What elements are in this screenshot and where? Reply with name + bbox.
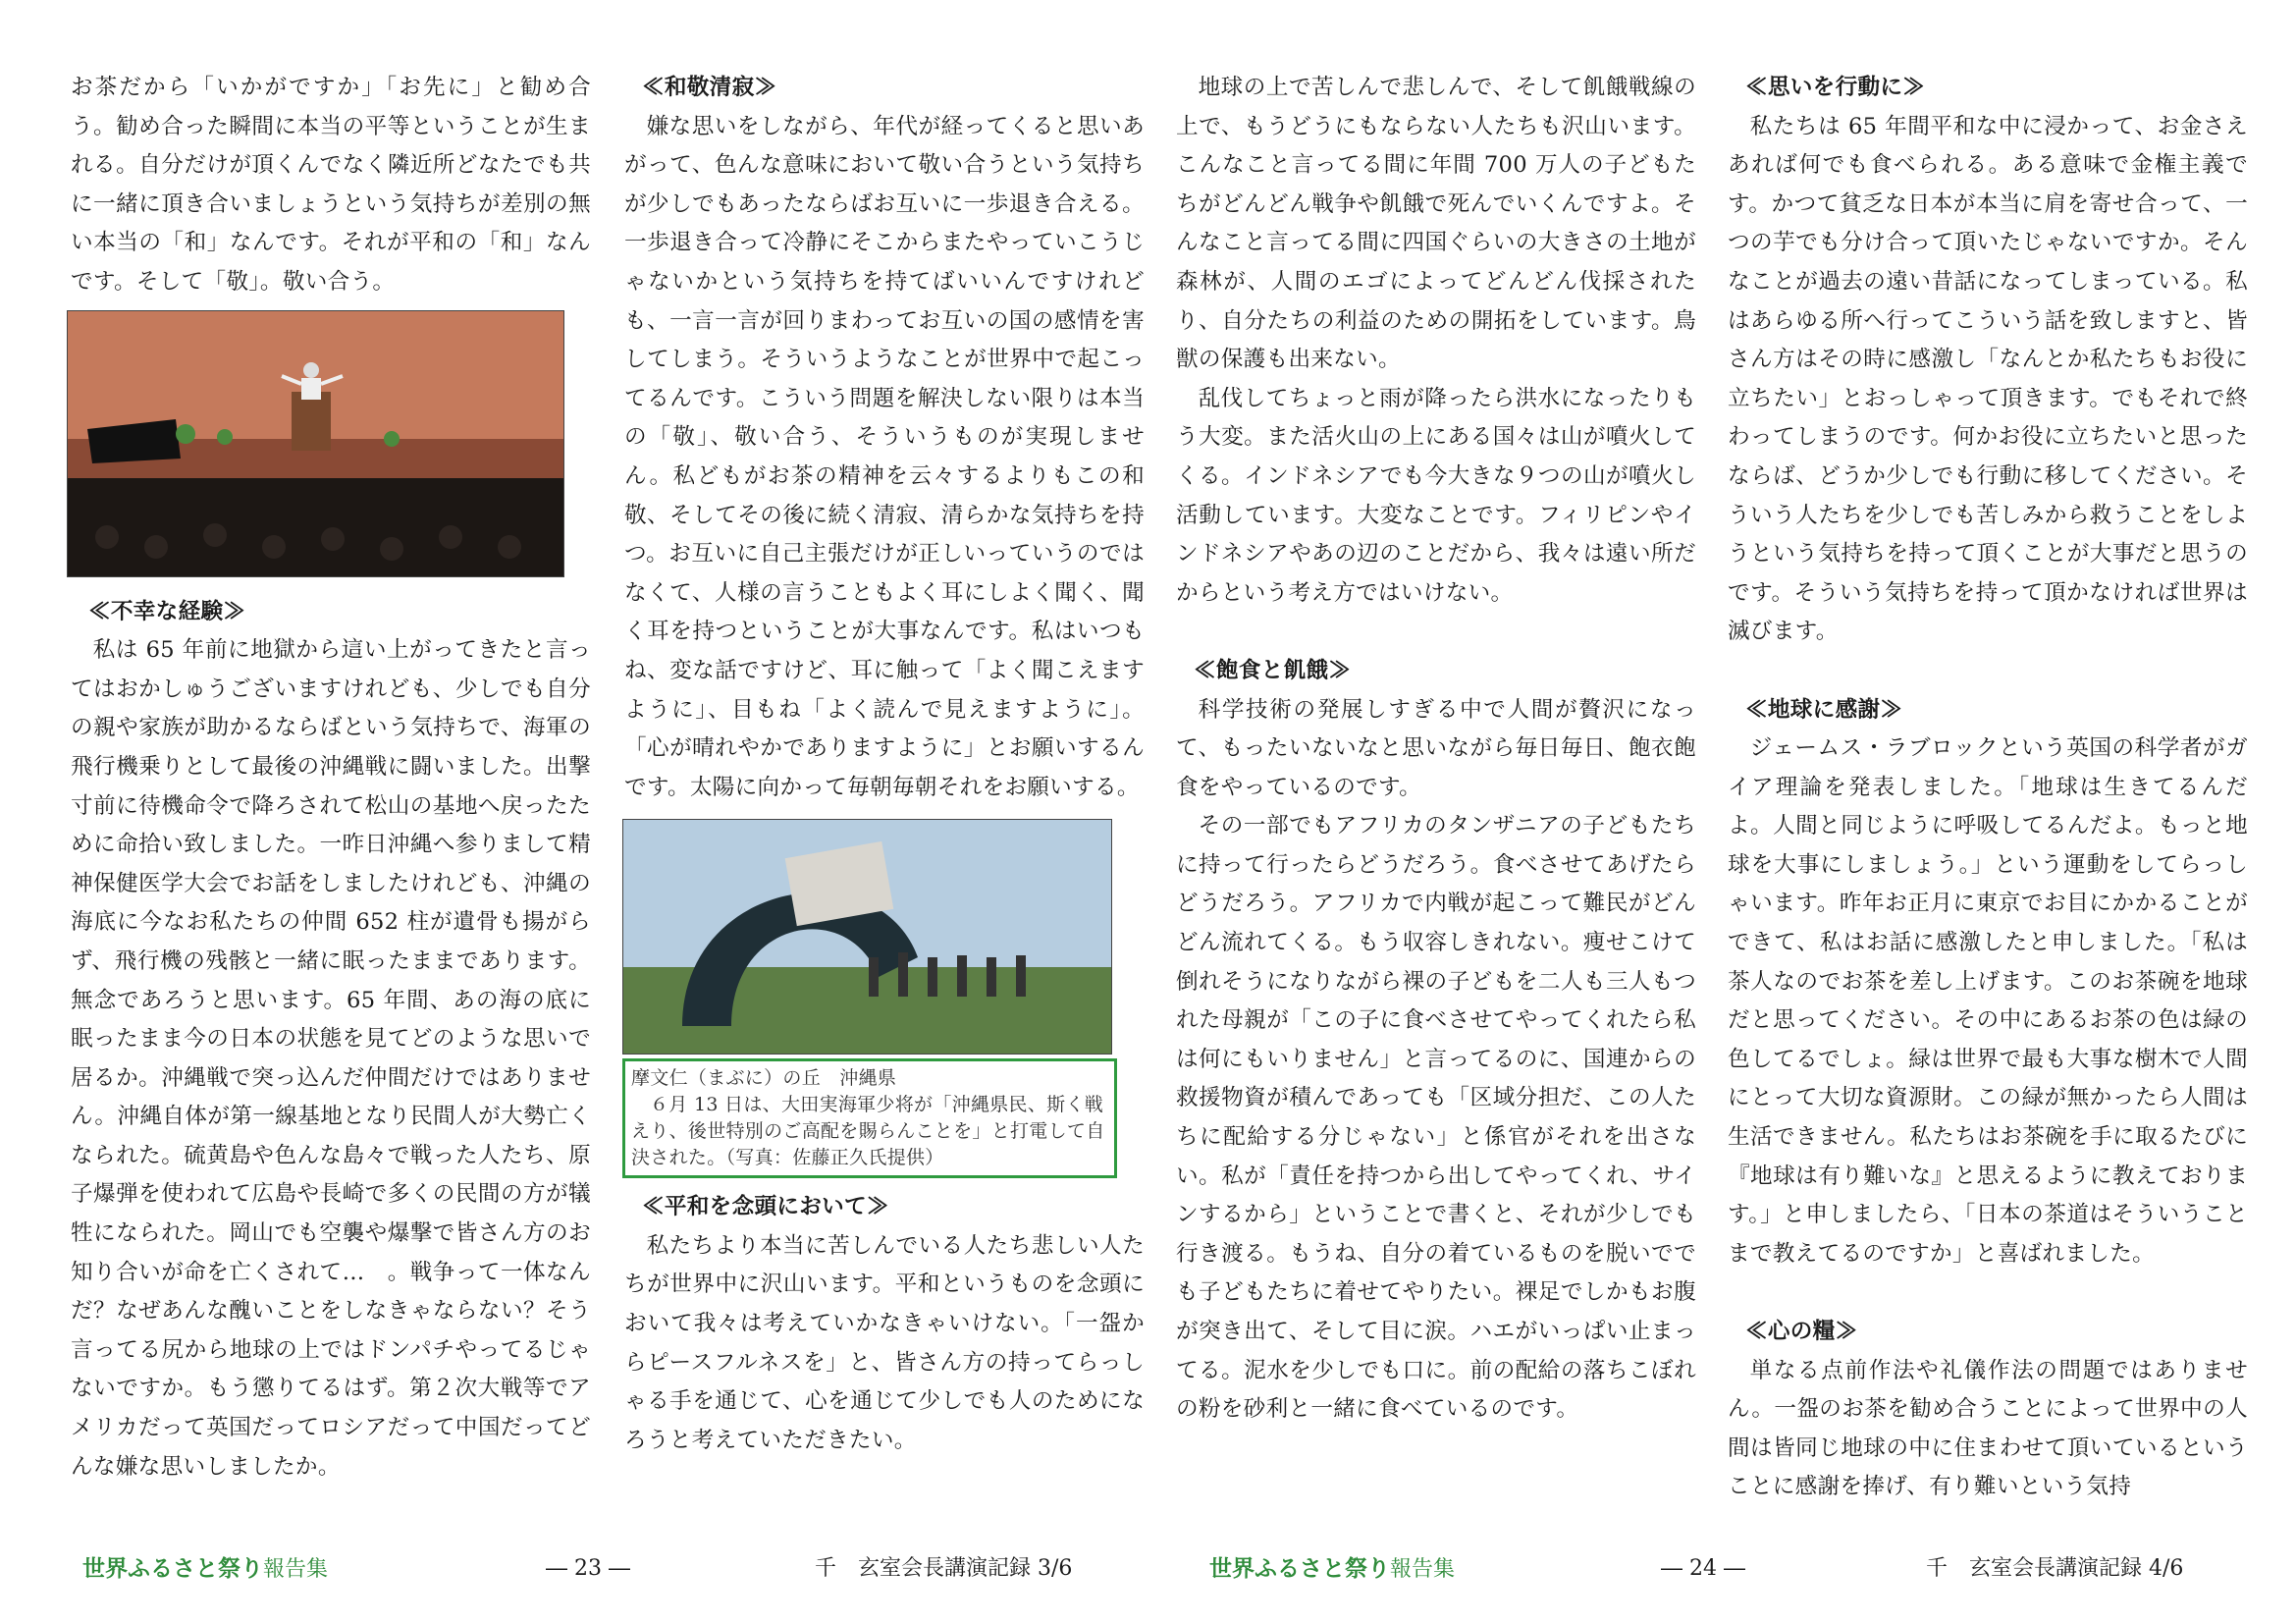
column-3	[1176, 69, 1696, 1430]
section-heading: ≪心の糧≫	[1745, 1319, 1858, 1344]
paragraph: その一部でもアフリカのタンザニアの子どもたちに持って行ったらどうだろう。食べさせてあげたらどうだろう。アフリカで内戦が起こって難民がどんどん流れてくる。もう収容しきれない。痩せこけて倒れそうになりながら裸の子どもを二人も三人もつれた母親が「この子に食べさせてやってくれたら私は何にもいりません」と言ってるのに、国連からの救援物資が積んであっても「区域分担だ、この人たちに配給する分じゃない」と係官がそれを出さない。私が「責任を持つから出してやってくれ、サインするから」ということで書くと、それが少しでも行き渡る。もうね、自分の着ているものを脱いででも子どもたちに着せてやりたい。裸足でしかもお腹が突き出て、そして目に涙。ハエがいっぱい止まってる。泥水を少しでも口に。前の配給の落ちこぼれの粉を砂利と一緒に食べているのです。	[1176, 813, 1696, 1423]
paragraph: 私は 65 年前に地獄から這い上がってきたと言ってはおかしゅうございますけれども、少しでも自分の親や家族が助かるならばという気持ちで、海軍の飛行機乗りとして最後の沖縄戦に闘いました。出撃寸前に待機命令で降ろされて松山の基地へ戻ったために命拾い致しました。一昨日沖縄へ参りまして精神保健医学大会でお話をしましたけれども、沖縄の海底に今なお私たちの仲間 652 柱が遺骨も揚がらず、飛行機の残骸と一緒に眠ったままであります。無念であろうと思います。65 年間、あの海の底に眠ったまま今の日本の状態を見てどのような思いで居るか。沖縄戦で突っ込んだ仲間だけではありません。沖縄自体が第一線基地となり民間人が大勢亡くなられた。硫黄島や色んな島々で戦った人たち、原子爆弾を使われて広島や長崎で多くの民間の方が犠牲になられた。岡山でも空襲や爆撃で皆さん方のお知り合いが命を亡くされて… 。戦争って一体なんだ？なぜあんな醜いことをしなきゃならない？そう言ってる尻から地球の上ではドンパチやってるじゃないですか。もう懲りてるはず。第２次大戦等でアメリカだって英国だってロシアだって中国だってどんな嫌な思いしましたか。	[71, 637, 591, 1480]
paragraph: 科学技術の発展しすぎる中で人間が贅沢になって、もったいないなと思いながら毎日毎日、飽衣飽食をやっているのです。	[1176, 696, 1696, 800]
footer-right-brand	[1209, 1551, 1455, 1587]
paragraph: お茶だから「いかがですか」「お先に」と勧め合う。勧め合った瞬間に本当の平等ということが生まれる。自分だけが頂くんでなく隣近所どなたでも共に一緒に頂き合いましょうという気持ちが差別の無い本当の「和」なんです。それが平和の「和」なんです。そして「敬」。敬い合う。	[71, 75, 591, 295]
caption-text: ６月 13 日は、大田実海軍少将が「沖縄県民、斯く戦えり、後世特別のご高配を賜らんことを」と打電して自決された。（写真：佐藤正久氏提供）	[631, 1094, 1105, 1169]
footer-left-section: 千 玄室会長講演記録 3/6	[815, 1556, 1073, 1581]
mabuni-hill-monument-photo	[622, 819, 1112, 1055]
section-heading: ≪不幸な経験≫	[88, 598, 246, 624]
paragraph: 私たちは 65 年間平和な中に浸かって、お金さえあれば何でも食べられる。ある意味で金権主義です。かつて貧乏な日本が本当に肩を寄せ合って、一つの芋でも分け合って頂いたじゃないですか。そんなことが過去の遠い昔話になってしまっている。私はあらゆる所へ行ってこういう話を致しますと、皆さん方はその時に感激し「なんとか私たちもお役に立ちたい」とおっしゃって頂きます。でもそれで終わってしまうのです。何かお役に立ちたいと思ったならば、どうか少しでも行動に移してください。そういう人たちを少しでも苦しみから救うことをしようという気持ちを持って頂くことが大事だと思うのです。そういう気持ちを持って頂かなければ世界は滅びます。	[1728, 113, 2248, 645]
footer-left-page-number: ― 23 ―	[546, 1556, 630, 1581]
section-heading: ≪飽食と飢餓≫	[1194, 657, 1352, 683]
section-heading: ≪思いを行動に≫	[1745, 75, 1926, 100]
column-4	[1728, 69, 2248, 1507]
lecture-stage-photo	[67, 310, 564, 577]
brand-suffix: 報告集	[263, 1557, 329, 1582]
footer-right-page-number: ― 24 ―	[1661, 1556, 1745, 1581]
footer-right-section: 千 玄室会長講演記録 4/6	[1926, 1556, 2184, 1581]
section-heading: ≪平和を念頭において≫	[642, 1194, 889, 1220]
column-1	[71, 69, 591, 1487]
footer-left-brand	[82, 1551, 328, 1587]
brand-name: 世界ふるさと祭り	[82, 1556, 263, 1582]
section-heading: ≪和敬清寂≫	[642, 75, 777, 100]
paragraph: ジェームス・ラブロックという英国の科学者がガイア理論を発表しました。「地球は生きてるんだよ。人間と同じように呼吸してるんだよ。もっと地球を大事にしましょう。」という運動をしてらっしゃいます。昨年お正月に東京でお目にかかることができて、私はお話に感激したと申しました。「私は茶人なのでお茶を差し上げます。このお茶碗を地球だと思ってください。その中にあるお茶の色は緑の色してるでしょ。緑は世界で最も大事な樹木で人間にとって大切な資源財。この緑が無かったら人間は生活できません。私たちはお茶碗を手に取るたびに『地球は有り難いな』と思えるように教えております。」と申しましたら、「日本の茶道はそういうことまで教えてるのですか」と喜ばれました。	[1728, 735, 2248, 1267]
column-2	[624, 69, 1145, 1460]
section-heading: ≪地球に感謝≫	[1745, 696, 1903, 723]
paragraph: 嫌な思いをしながら、年代が経ってくると思いあがって、色んな意味において敬い合うという気持ちが少しでもあったならばお互いに一歩退き合える。一歩退き合って冷静にそこからまたやっていこうじゃないかという気持ちを持てばいいんですけれども、一言一言が回りまわってお互いの国の感情を害してしまう。そういうようなことが世界中で起こってるんです。こういう問題を解決しない限りは本当の「敬」、敬い合う、そういうものが実現しません。私どもがお茶の精神を云々するよりもこの和敬、そしてその後に続く清寂、清らかな気持ちを持つ。お互いに自己主張だけが正しいっていうのではなくて、人様の言うこともよく耳にしよく聞く、聞く耳を持つということが大事なんです。私はいつもね、変な話ですけど、耳に触って「よく聞こえますように」、目もね「よく読んで見えますように」。「心が晴れやかでありますように」とお願いするんです。太陽に向かって毎朝毎朝それをお願いする。	[624, 113, 1145, 800]
monument-illustration	[623, 820, 1111, 1054]
paragraph: 単なる点前作法や礼儀作法の問題ではありません。一盌のお茶を勧め合うことによって世界中の人間は皆同じ地球の中に住まわせて頂いているということに感謝を捧げ、有り難いという気持	[1728, 1357, 2248, 1500]
photo-caption	[622, 1058, 1117, 1178]
paragraph: 私たちより本当に苦しんでいる人たち悲しい人たちが世界中に沢山います。平和というものを念頭において我々は考えていかなきゃいけない。「一盌からピースフルネスを」と、皆さん方の持ってらっしゃる手を通じて、心を通じて少しでも人のためになろうと考えていただきたい。	[624, 1232, 1145, 1453]
caption-title: 摩文仁（まぶに）の丘 沖縄県	[631, 1067, 897, 1090]
paragraph: 乱伐してちょっと雨が降ったら洪水になったりもう大変。また活火山の上にある国々は山が噴火してくる。インドネシアでも今大きな９つの山が噴火し活動しています。大変なことです。フィリピンやインドネシアやあの辺のことだから、我々は遠い所だからという考え方ではいけない。	[1176, 385, 1696, 606]
paragraph: 地球の上で苦しんで悲しんで、そして飢餓戦線の上で、もうどうにもならない人たちも沢山います。こんなこと言ってる間に年間 700 万人の子どもたちがどんどん戦争や飢餓で死んでいくんですよ。そんなこと言ってる間に四国ぐらいの大きさの土地が森林が、人間のエゴによってどんどん伐採されたり、自分たちの利益のための開拓をしています。鳥獣の保護も出来ない。	[1176, 75, 1696, 373]
lecture-stage-illustration	[68, 311, 563, 576]
brand-suffix: 報告集	[1390, 1557, 1456, 1582]
brand-name: 世界ふるさと祭り	[1209, 1556, 1390, 1582]
